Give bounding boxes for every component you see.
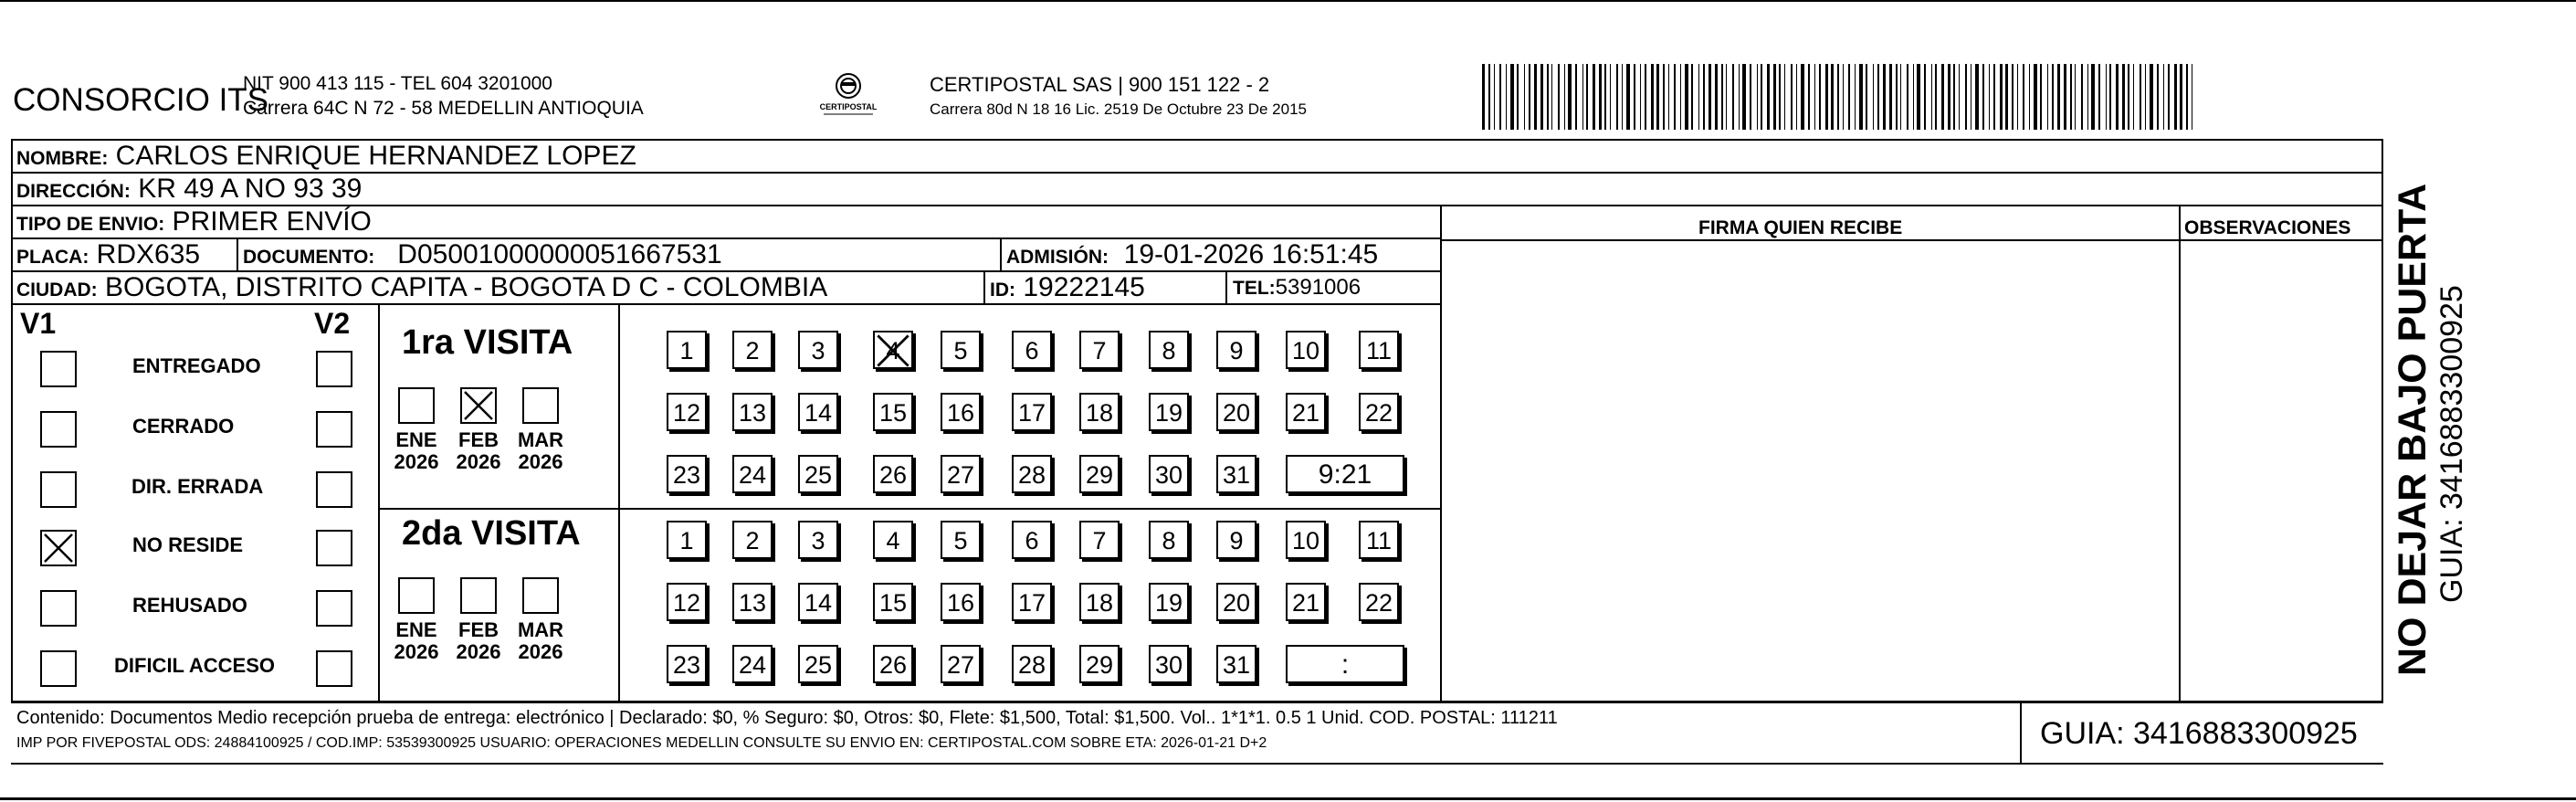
month-label: FEB 2026 bbox=[456, 428, 501, 473]
v2-checkbox[interactable] bbox=[316, 650, 352, 687]
time-box[interactable]: : bbox=[1286, 645, 1404, 683]
day-box[interactable]: 3 bbox=[798, 331, 838, 369]
day-box[interactable]: 23 bbox=[667, 645, 707, 683]
day-box[interactable]: 30 bbox=[1149, 645, 1189, 683]
ciudad-field bbox=[16, 273, 827, 305]
day-box[interactable]: 15 bbox=[873, 583, 913, 621]
v2-checkbox[interactable] bbox=[316, 411, 352, 448]
day-box[interactable]: 4 bbox=[873, 521, 913, 559]
day-box[interactable]: 1 bbox=[667, 331, 707, 369]
time-box[interactable]: 9:21 bbox=[1286, 455, 1404, 493]
day-box[interactable]: 21 bbox=[1286, 393, 1326, 431]
v1-checkbox[interactable] bbox=[40, 411, 77, 448]
admision-value: 19-01-2026 16:51:45 bbox=[1123, 239, 1379, 269]
day-box[interactable]: 26 bbox=[873, 645, 913, 683]
nombre-label: NOMBRE: bbox=[16, 148, 109, 169]
visit1-title: 1ra VISITA bbox=[402, 323, 573, 362]
day-box[interactable]: 29 bbox=[1079, 645, 1120, 683]
documento-field bbox=[243, 240, 722, 272]
day-box[interactable]: 4 bbox=[873, 331, 913, 369]
documento-label: DOCUMENTO: bbox=[243, 247, 375, 268]
day-box[interactable]: 12 bbox=[667, 583, 707, 621]
day-box[interactable]: 6 bbox=[1012, 521, 1052, 559]
day-box[interactable]: 29 bbox=[1079, 455, 1120, 493]
certipostal-info: CERTIPOSTAL SAS | 900 151 122 - 2 bbox=[930, 73, 1270, 96]
status-label: CERRADO bbox=[132, 415, 235, 438]
status-label: REHUSADO bbox=[132, 594, 247, 617]
top-border bbox=[0, 0, 2576, 2]
placa-value: RDX635 bbox=[96, 239, 201, 269]
nombre-value: CARLOS ENRIQUE HERNANDEZ LOPEZ bbox=[115, 141, 636, 171]
observaciones-header: OBSERVACIONES bbox=[2184, 217, 2351, 238]
col-line bbox=[378, 303, 380, 702]
day-box[interactable]: 8 bbox=[1149, 521, 1189, 559]
admision-label: ADMISIÓN: bbox=[1006, 247, 1109, 268]
v1-checkbox[interactable] bbox=[40, 530, 77, 566]
col-line bbox=[1000, 237, 1002, 271]
day-box[interactable]: 30 bbox=[1149, 455, 1189, 493]
day-box[interactable]: 24 bbox=[732, 455, 773, 493]
day-box[interactable]: 18 bbox=[1079, 393, 1120, 431]
tipo-label: TIPO DE ENVIO: bbox=[16, 214, 165, 235]
day-box[interactable]: 7 bbox=[1079, 521, 1120, 559]
admision-field bbox=[1006, 240, 1378, 272]
col-line bbox=[618, 303, 620, 702]
firma-header: FIRMA QUIEN RECIBE bbox=[1698, 217, 1903, 238]
certipostal-address: Carrera 80d N 18 16 Lic. 2519 De Octubre 23 De 2015 bbox=[930, 100, 1307, 118]
month-checkbox[interactable] bbox=[460, 387, 497, 424]
day-box[interactable]: 16 bbox=[941, 583, 981, 621]
ciudad-label: CIUDAD: bbox=[16, 280, 98, 301]
v1-checkbox[interactable] bbox=[40, 471, 77, 508]
id-field bbox=[990, 273, 1145, 305]
day-box[interactable]: 25 bbox=[798, 455, 838, 493]
day-box[interactable]: 5 bbox=[941, 331, 981, 369]
col-line bbox=[1440, 205, 1442, 702]
day-box[interactable]: 19 bbox=[1149, 393, 1189, 431]
day-box[interactable]: 7 bbox=[1079, 331, 1120, 369]
row-line bbox=[11, 763, 2383, 765]
id-label: ID: bbox=[990, 280, 1015, 301]
day-box[interactable]: 20 bbox=[1216, 583, 1256, 621]
day-box[interactable]: 9 bbox=[1216, 331, 1256, 369]
placa-field bbox=[16, 240, 200, 272]
logo-text: CERTIPOSTAL bbox=[819, 102, 878, 111]
day-box[interactable]: 8 bbox=[1149, 331, 1189, 369]
row-line bbox=[11, 701, 2383, 702]
day-box[interactable]: 21 bbox=[1286, 583, 1326, 621]
month-checkbox[interactable] bbox=[398, 577, 435, 614]
month-checkbox[interactable] bbox=[460, 577, 497, 614]
col-line bbox=[983, 270, 985, 304]
day-box[interactable]: 12 bbox=[667, 393, 707, 431]
day-box[interactable]: 2 bbox=[732, 521, 773, 559]
status-label: ENTREGADO bbox=[132, 354, 261, 377]
v2-checkbox[interactable] bbox=[316, 471, 352, 508]
side-guia-text: GUIA: 3416883300925 bbox=[2434, 285, 2469, 603]
footer-content: Contenido: Documentos Medio recepción prueba de entrega: electrónico | Declarado: $0, % Seguro: $0, Otros: $0, Flete: $1,500, Total: $1,500. Vol.. 1*1*1. 0.5 1 Unid. COD. POSTAL: 111211 bbox=[16, 708, 1558, 728]
day-box[interactable]: 22 bbox=[1359, 583, 1399, 621]
day-box[interactable]: 23 bbox=[667, 455, 707, 493]
month-checkbox[interactable] bbox=[398, 387, 435, 424]
day-box[interactable]: 26 bbox=[873, 455, 913, 493]
day-box[interactable]: 16 bbox=[941, 393, 981, 431]
day-box[interactable]: 27 bbox=[941, 645, 981, 683]
no-dejar-text: NO DEJAR BAJO PUERTA bbox=[2391, 183, 2434, 676]
v1-header: V1 bbox=[20, 307, 57, 340]
v2-checkbox[interactable] bbox=[316, 590, 352, 627]
month-label: ENE 2026 bbox=[394, 618, 439, 663]
day-box[interactable]: 2 bbox=[732, 331, 773, 369]
day-box[interactable]: 14 bbox=[798, 393, 838, 431]
visit-divider bbox=[378, 508, 1442, 510]
day-box[interactable]: 28 bbox=[1012, 455, 1052, 493]
direccion-field bbox=[16, 174, 362, 206]
day-box[interactable]: 19 bbox=[1149, 583, 1189, 621]
day-box[interactable]: 5 bbox=[941, 521, 981, 559]
day-box[interactable]: 22 bbox=[1359, 393, 1399, 431]
company-name: CONSORCIO ITS bbox=[13, 82, 269, 118]
day-box[interactable]: 13 bbox=[732, 583, 773, 621]
guia-number: GUIA: 3416883300925 bbox=[2040, 716, 2358, 751]
day-box[interactable]: 17 bbox=[1012, 393, 1052, 431]
visit2-title: 2da VISITA bbox=[402, 514, 581, 553]
day-box[interactable]: 28 bbox=[1012, 645, 1052, 683]
day-box[interactable]: 13 bbox=[732, 393, 773, 431]
bottom-border bbox=[0, 797, 2576, 800]
nombre-field bbox=[16, 142, 636, 174]
documento-value: D05001000000051667531 bbox=[397, 239, 722, 269]
id-value: 19222145 bbox=[1023, 272, 1145, 302]
month-checkbox[interactable] bbox=[522, 387, 559, 424]
day-box[interactable]: 10 bbox=[1286, 521, 1326, 559]
day-box[interactable]: 6 bbox=[1012, 331, 1052, 369]
direccion-value: KR 49 A NO 93 39 bbox=[138, 174, 363, 204]
day-box[interactable]: 3 bbox=[798, 521, 838, 559]
col-line bbox=[1225, 270, 1227, 304]
status-label: DIFICIL ACCESO bbox=[114, 654, 276, 677]
tipo-value: PRIMER ENVÍO bbox=[172, 206, 372, 237]
month-label: MAR 2026 bbox=[517, 428, 564, 473]
col-line bbox=[2020, 701, 2022, 763]
v2-checkbox[interactable] bbox=[316, 351, 352, 387]
day-box[interactable]: 25 bbox=[798, 645, 838, 683]
day-box[interactable]: 15 bbox=[873, 393, 913, 431]
day-box[interactable]: 1 bbox=[667, 521, 707, 559]
day-box[interactable]: 24 bbox=[732, 645, 773, 683]
col-line bbox=[2179, 205, 2181, 702]
day-box[interactable]: 10 bbox=[1286, 331, 1326, 369]
month-label: ENE 2026 bbox=[394, 428, 439, 473]
day-box[interactable]: 20 bbox=[1216, 393, 1256, 431]
tel-field bbox=[1233, 273, 1361, 303]
footer-imp: IMP POR FIVEPOSTAL ODS: 24884100925 / COD.IMP: 53539300925 USUARIO: OPERACIONES MEDELLIN CONSULTE SU ENVIO EN: CERTIPOSTAL.COM SOBRE ETA: 2026-01-21 D+2 bbox=[16, 735, 1267, 751]
v1-checkbox[interactable] bbox=[40, 590, 77, 627]
tel-label: TEL: bbox=[1233, 278, 1276, 299]
certipostal-logo bbox=[811, 71, 886, 117]
day-box[interactable]: 31 bbox=[1216, 455, 1256, 493]
col-line bbox=[237, 237, 238, 271]
status-label: NO RESIDE bbox=[132, 533, 244, 556]
month-label: MAR 2026 bbox=[517, 618, 564, 663]
day-box[interactable]: 18 bbox=[1079, 583, 1120, 621]
status-label: DIR. ERRADA bbox=[131, 475, 264, 498]
v2-header: V2 bbox=[314, 307, 351, 340]
day-box[interactable]: 17 bbox=[1012, 583, 1052, 621]
day-box[interactable]: 14 bbox=[798, 583, 838, 621]
day-box[interactable]: 27 bbox=[941, 455, 981, 493]
day-box[interactable]: 11 bbox=[1359, 331, 1399, 369]
day-box[interactable]: 31 bbox=[1216, 645, 1256, 683]
month-label: FEB 2026 bbox=[456, 618, 501, 663]
tipo-field bbox=[16, 207, 372, 239]
v1-checkbox[interactable] bbox=[40, 351, 77, 387]
v1-checkbox[interactable] bbox=[40, 650, 77, 687]
day-box[interactable]: 11 bbox=[1359, 521, 1399, 559]
tel-value: 5391006 bbox=[1275, 275, 1362, 300]
v2-checkbox[interactable] bbox=[316, 530, 352, 566]
ciudad-value: BOGOTA, DISTRITO CAPITA - BOGOTA D C - COLOMBIA bbox=[105, 272, 828, 302]
direccion-label: DIRECCIÓN: bbox=[16, 181, 131, 202]
row-line bbox=[1441, 239, 2383, 241]
month-checkbox[interactable] bbox=[522, 577, 559, 614]
day-box[interactable]: 9 bbox=[1216, 521, 1256, 559]
barcode bbox=[1482, 64, 2203, 130]
company-nit: NIT 900 413 115 - TEL 604 3201000 bbox=[243, 73, 552, 94]
placa-label: PLACA: bbox=[16, 247, 89, 268]
company-address: Carrera 64C N 72 - 58 MEDELLIN ANTIOQUIA bbox=[243, 98, 644, 119]
